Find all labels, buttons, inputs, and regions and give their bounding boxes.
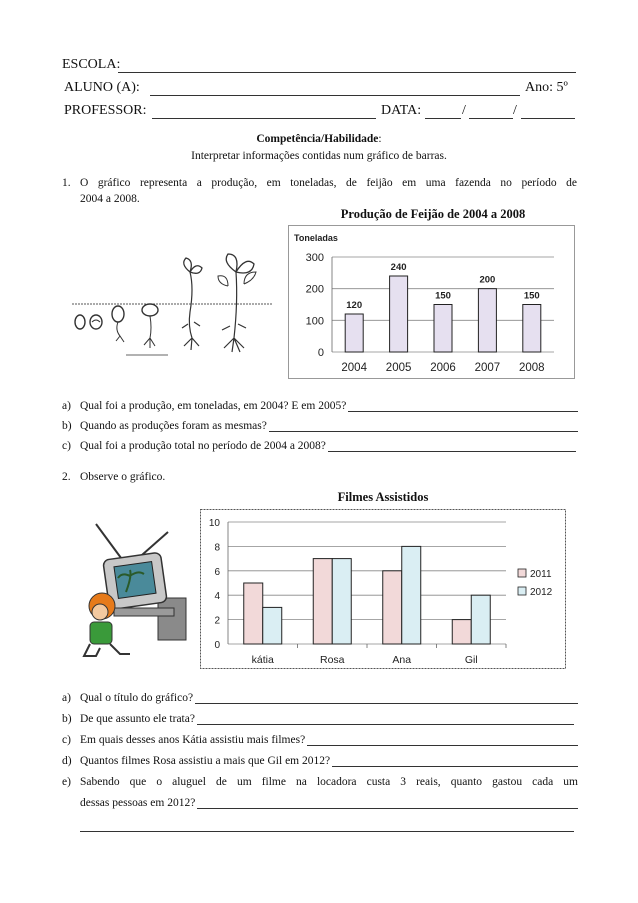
q2-item-letter: c): [62, 734, 71, 746]
data-label: 200: [479, 274, 496, 286]
q2-item-c: [62, 725, 578, 746]
data-label: 150: [523, 290, 540, 302]
bar: [263, 607, 282, 644]
data-label: DATA:: [381, 103, 422, 118]
child-watching-tv-illustration: [76, 520, 188, 660]
legend-swatch: [518, 587, 526, 595]
q1-answer-c[interactable]: [328, 441, 576, 452]
q2-answer-b[interactable]: [197, 714, 574, 725]
escola-row: [62, 57, 577, 73]
q2-item-letter: e): [62, 776, 71, 788]
y-tick-label: 300: [305, 252, 324, 264]
ano-label: Ano: 5º: [525, 80, 568, 95]
y-tick-label: 4: [214, 591, 220, 603]
legend-swatch: [518, 569, 526, 577]
q1-item-text: Qual foi a produção, em toneladas, em 2004? E em 2005?: [80, 400, 347, 412]
q2-answer-e[interactable]: [197, 798, 578, 809]
y-tick-label: 0: [317, 347, 324, 359]
y-tick-label: 6: [214, 566, 220, 578]
escola-field[interactable]: [118, 72, 576, 73]
aluno-field[interactable]: [150, 95, 520, 96]
q1-item-b: [62, 412, 578, 432]
q2-item-e-line2: [62, 788, 578, 809]
q2-item-text: Qual o título do gráfico?: [80, 692, 194, 704]
x-tick-label: 2007: [474, 362, 501, 374]
bar: [244, 583, 263, 644]
x-tick-label: 2008: [519, 362, 545, 374]
bar: [523, 305, 541, 353]
y-tick-label: 200: [305, 283, 324, 296]
production-chart-title: Produção de Feijão de 2004 a 2008: [340, 207, 526, 221]
data-month-field[interactable]: [469, 118, 513, 119]
data-sep-1: /: [462, 103, 466, 118]
bar: [471, 595, 490, 644]
q1-answer-a[interactable]: [348, 401, 578, 412]
data-year-field[interactable]: [521, 118, 575, 119]
bar: [345, 314, 363, 352]
x-tick-label: Gil: [464, 654, 478, 666]
films-chart-title: Filmes Assistidos: [337, 490, 429, 504]
q1-text-line1: O gráfico representa a produção, em toneladas, de feijão em uma fazenda no período de: [80, 177, 577, 189]
bar: [478, 289, 496, 352]
q2-items: [62, 684, 578, 832]
q1-item-letter: b): [62, 420, 72, 432]
production-chart: [288, 225, 575, 379]
y-tick-label: 2: [214, 615, 220, 627]
q1-items: [62, 393, 578, 452]
bar: [332, 559, 351, 644]
production-chart-ylabel: Toneladas: [294, 233, 338, 243]
q1-item-letter: a): [62, 400, 71, 412]
q1-item-c: [62, 432, 578, 452]
q2-item-e-line3: [62, 809, 578, 832]
q1-item-text: Quando as produções foram as mesmas?: [80, 420, 267, 432]
q2-item-b: [62, 704, 578, 725]
y-tick-label: 100: [305, 315, 324, 328]
q2-item-text: De que assunto ele trata?: [80, 713, 195, 725]
q2-item-letter: b): [62, 713, 72, 725]
q1-text-line2: 2004 a 2008.: [80, 193, 140, 205]
q2-number: 2.: [62, 471, 71, 483]
q2-item-a: [62, 684, 578, 704]
professor-field[interactable]: [152, 118, 376, 119]
q1-number: 1.: [62, 177, 71, 189]
legend-label: 2012: [530, 587, 553, 598]
x-tick-label: Rosa: [319, 654, 345, 666]
q1-item-text: Qual foi a produção total no período de 2004 a 2008?: [80, 440, 326, 452]
competencia-title-text: Competência/Habilidade: [256, 133, 379, 145]
q1-item-a: [62, 393, 578, 412]
legend-label: 2011: [530, 569, 552, 580]
q2-answer-a[interactable]: [195, 693, 578, 704]
data-label: 150: [435, 290, 451, 302]
bar: [452, 620, 471, 644]
q2-item-letter: d): [62, 755, 72, 767]
q1-answer-b[interactable]: [269, 421, 578, 432]
professor-label: PROFESSOR:: [64, 103, 147, 118]
y-tick-label: 8: [214, 542, 220, 554]
bar: [383, 571, 402, 644]
y-tick-label: 10: [208, 518, 220, 529]
bean-growth-illustration: [68, 252, 280, 360]
x-tick-label: 2005: [385, 362, 412, 374]
q2-item-d: [62, 746, 578, 767]
bar: [390, 276, 408, 352]
q2-item-text: Sabendo que o aluguel de um filme na locadora custa 3 reais, quanto gastou cada um: [80, 776, 578, 788]
competencia-title: [0, 133, 638, 145]
bar: [402, 546, 421, 644]
films-chart: [200, 509, 566, 669]
x-tick-label: 2006: [430, 362, 456, 374]
q2-item-e: [62, 767, 578, 788]
escola-label: ESCOLA:: [62, 57, 121, 72]
q2-item-text: Em quais desses anos Kátia assistiu mais filmes?: [80, 734, 306, 746]
bar: [434, 305, 452, 353]
data-sep-2: /: [513, 103, 517, 118]
q1-item-letter: c): [62, 440, 71, 452]
q2-item-e-text2: dessas pessoas em 2012?: [80, 797, 196, 809]
q2-answer-e-extra[interactable]: [80, 821, 574, 832]
q2-item-letter: a): [62, 692, 71, 704]
data-label: 240: [390, 262, 407, 273]
competencia-colon: :: [378, 133, 382, 145]
q2-answer-d[interactable]: [332, 756, 578, 767]
aluno-label: ALUNO (A):: [64, 80, 140, 95]
x-tick-label: Ana: [392, 654, 412, 666]
q2-item-text: Quantos filmes Rosa assistiu a mais que Gil em 2012?: [80, 755, 331, 767]
data-day-field[interactable]: [425, 118, 461, 119]
x-tick-label: 2004: [341, 362, 367, 374]
q2-text-line1: Observe o gráfico.: [80, 471, 166, 483]
q2-answer-c[interactable]: [307, 735, 578, 746]
competencia-text: Interpretar informações contidas num gráfico de barras.: [191, 150, 447, 162]
x-tick-label: kátia: [251, 654, 274, 666]
y-tick-label: 0: [214, 640, 220, 651]
data-label: 120: [346, 300, 363, 311]
bar: [313, 559, 332, 644]
